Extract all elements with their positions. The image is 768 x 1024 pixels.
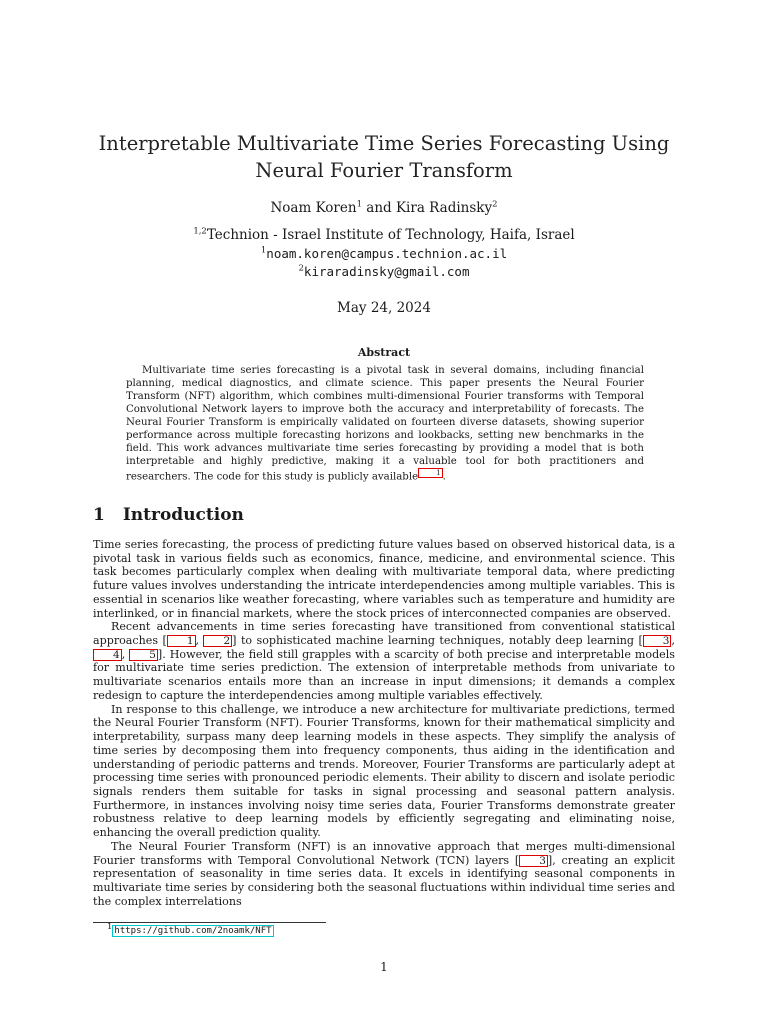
paragraph-text: , creating an explicit representation of seasonality in time series data. It excels in identifying seasonal components in multivariate time series by considering both the seasonal fluctuations within individual time series and the complex interrelations xyxy=(93,853,675,908)
paragraph: In response to this challenge, we introduce a new architecture for multivariate predictions, termed the Neural Fourier Transform (NFT). Fourier Transforms, known for their mathematical simplicity and interpretability, surpass many deep learning models in these aspects. They simplify the analysis of time series by decomposing them into frequency components, thus aiding in the identification and understanding of periodic patterns and trends. Moreover, Fourier Transforms are particularly adept at processing time series with pronounced periodic elements. Their ability to discern and isolate periodic signals renders them suitable for tasks in signal processing and seasonal pattern analysis. Furthermore, in instances involving noisy time series data, Fourier Transforms demonstrate greater robustness relative to deep learning models by efficiently segregating and eliminating noise, enhancing the overall prediction quality. xyxy=(93,702,675,840)
affiliation-block xyxy=(0,227,768,282)
paragraph-text: The Neural Fourier Transform (NFT) is an innovative approach that merges multi-dimensional Fourier transforms with Temporal Convolutional Network (TCN) layers xyxy=(93,839,675,867)
affiliation-mark: 1,2 xyxy=(193,226,207,237)
author-name: Noam Koren xyxy=(270,200,357,216)
citation-link[interactable]: 2 xyxy=(203,635,232,647)
author-name: Kira Radinsky xyxy=(395,200,493,216)
email-mark: 1 xyxy=(260,245,267,255)
author-mark: 2 xyxy=(492,199,498,210)
citation-link[interactable]: 5 xyxy=(129,649,158,661)
paragraph: Recent advancements in time series forecasting have transitioned from conventional statistical approaches [ 1 , 2 ] to sophisticated machine learning techniques, notably deep learning [ 3 , 4 , 5 ]. However, the field still grapples with a scarcity of both precise and interpretable models for multivariate time series prediction. The extension of interpretable methods from univariate to multivariate scenarios entails more than an increase in input dimensions; it demands a complex redesign to capture the interdependencies among multiple variables effectively. xyxy=(93,620,675,702)
footnote xyxy=(107,921,274,936)
footnote-mark: 1 xyxy=(107,921,113,932)
author-line xyxy=(0,199,768,217)
email: noam.koren@campus.technion.ac.il xyxy=(266,245,508,261)
footnote-url-link[interactable]: https://github.com/2noamk/NFT xyxy=(114,926,272,936)
email: kiraradinsky@gmail.com xyxy=(303,264,470,279)
email-line xyxy=(0,263,768,282)
citation-link[interactable]: 3 xyxy=(643,635,672,647)
footnote-divider xyxy=(93,922,326,923)
email-mark: 2 xyxy=(298,263,304,274)
author-mark: 1 xyxy=(356,199,362,210)
citation-link[interactable]: 4 xyxy=(93,649,122,661)
section-heading xyxy=(93,505,244,525)
paragraph-text: Recent advancements in time series forecasting have transitioned from conventional statistical approaches xyxy=(93,620,675,648)
paragraph-text: . However, the field still grapples with a scarcity of both precise and interpretable models for multivariate time series prediction. The extension of interpretable methods from univariate to multivariate scenarios entails more than an increase in input dimensions; it demands a complex redesign to capture the interdependencies among multiple variables effectively. xyxy=(93,647,675,702)
paper-date: May 24, 2024 xyxy=(337,300,431,316)
affiliation-text: Technion - Israel Institute of Technology, Haifa, Israel xyxy=(206,227,575,243)
paragraph: The Neural Fourier Transform (NFT) is an innovative approach that merges multi-dimensional Fourier transforms with Temporal Convolutional Network (TCN) layers [ 3 ], creating an explicit representation of seasonality in time series data. It excels in identifying seasonal components in multivariate time series by considering both the seasonal fluctuations within individual time series and the complex interrelations xyxy=(93,839,675,908)
abstract-body: Multivariate time series forecasting is a pivotal task in several domains, including financial planning, medical diagnostics, and climate science. This paper presents the Neural Fourier Transform (NFT) algorithm, which combines multi-dimensional Fourier transforms with Temporal Convolutional Network layers to improve both the accuracy and interpretability of forecasts. The Neural Fourier Transform is empirically validated on fourteen diverse datasets, showing superior performance across multiple forecasting horizons and lookbacks, setting new benchmarks in the field. This work advances multivariate time series forecasting by providing a model that is both interpretable and highly predictive, making it a valuable tool for both practitioners and researchers. The code for this study is publicly available 1 . xyxy=(126,365,644,483)
email-line xyxy=(0,245,768,264)
page-number: 1 xyxy=(380,960,388,974)
section-body xyxy=(93,538,675,908)
paragraph: Time series forecasting, the process of predicting future values based on observed historical data, is a pivotal task in various fields such as economics, finance, medicine, and environmental science. This task becomes particularly complex when dealing with multivariate temporal data, where predicting future values involves understanding the intricate interdependencies among multiple variables. This is essential in scenarios like weather forecasting, where variables such as temperature and humidity are interlinked, or in financial markets, where the stock prices of interconnected companies are observed. xyxy=(93,538,675,620)
section-number: 1 xyxy=(93,505,105,525)
footnote-link[interactable]: 1 xyxy=(418,468,442,478)
paper-title: Interpretable Multivariate Time Series Forecasting Using Neural Fourier Transform xyxy=(98,132,670,182)
paragraph-text: to sophisticated machine learning techniques, notably deep learning xyxy=(240,634,634,648)
affiliation xyxy=(0,227,768,245)
abstract-heading: Abstract xyxy=(357,346,411,359)
abstract-text: Multivariate time series forecasting is a pivotal task in several domains, including financial planning, medical diagnostics, and climate science. This paper presents the Neural Fourier Transform (NFT) algorithm, which combines multi-dimensional Fourier transforms with Temporal Convolutional Network layers to improve both the accuracy and interpretability of forecasts. The Neural Fourier Transform is empirically validated on fourteen diverse datasets, showing superior performance across multiple forecasting horizons and lookbacks, setting new benchmarks in the field. This work advances multivariate time series forecasting by providing a model that is both interpretable and highly predictive, making it a valuable tool for both practitioners and researchers. The code for this study is publicly available xyxy=(126,365,644,483)
citation-link[interactable]: 3 xyxy=(519,855,548,867)
citation-link[interactable]: 1 xyxy=(167,635,196,647)
author-joiner: and xyxy=(366,200,392,216)
section-title: Introduction xyxy=(122,505,244,525)
